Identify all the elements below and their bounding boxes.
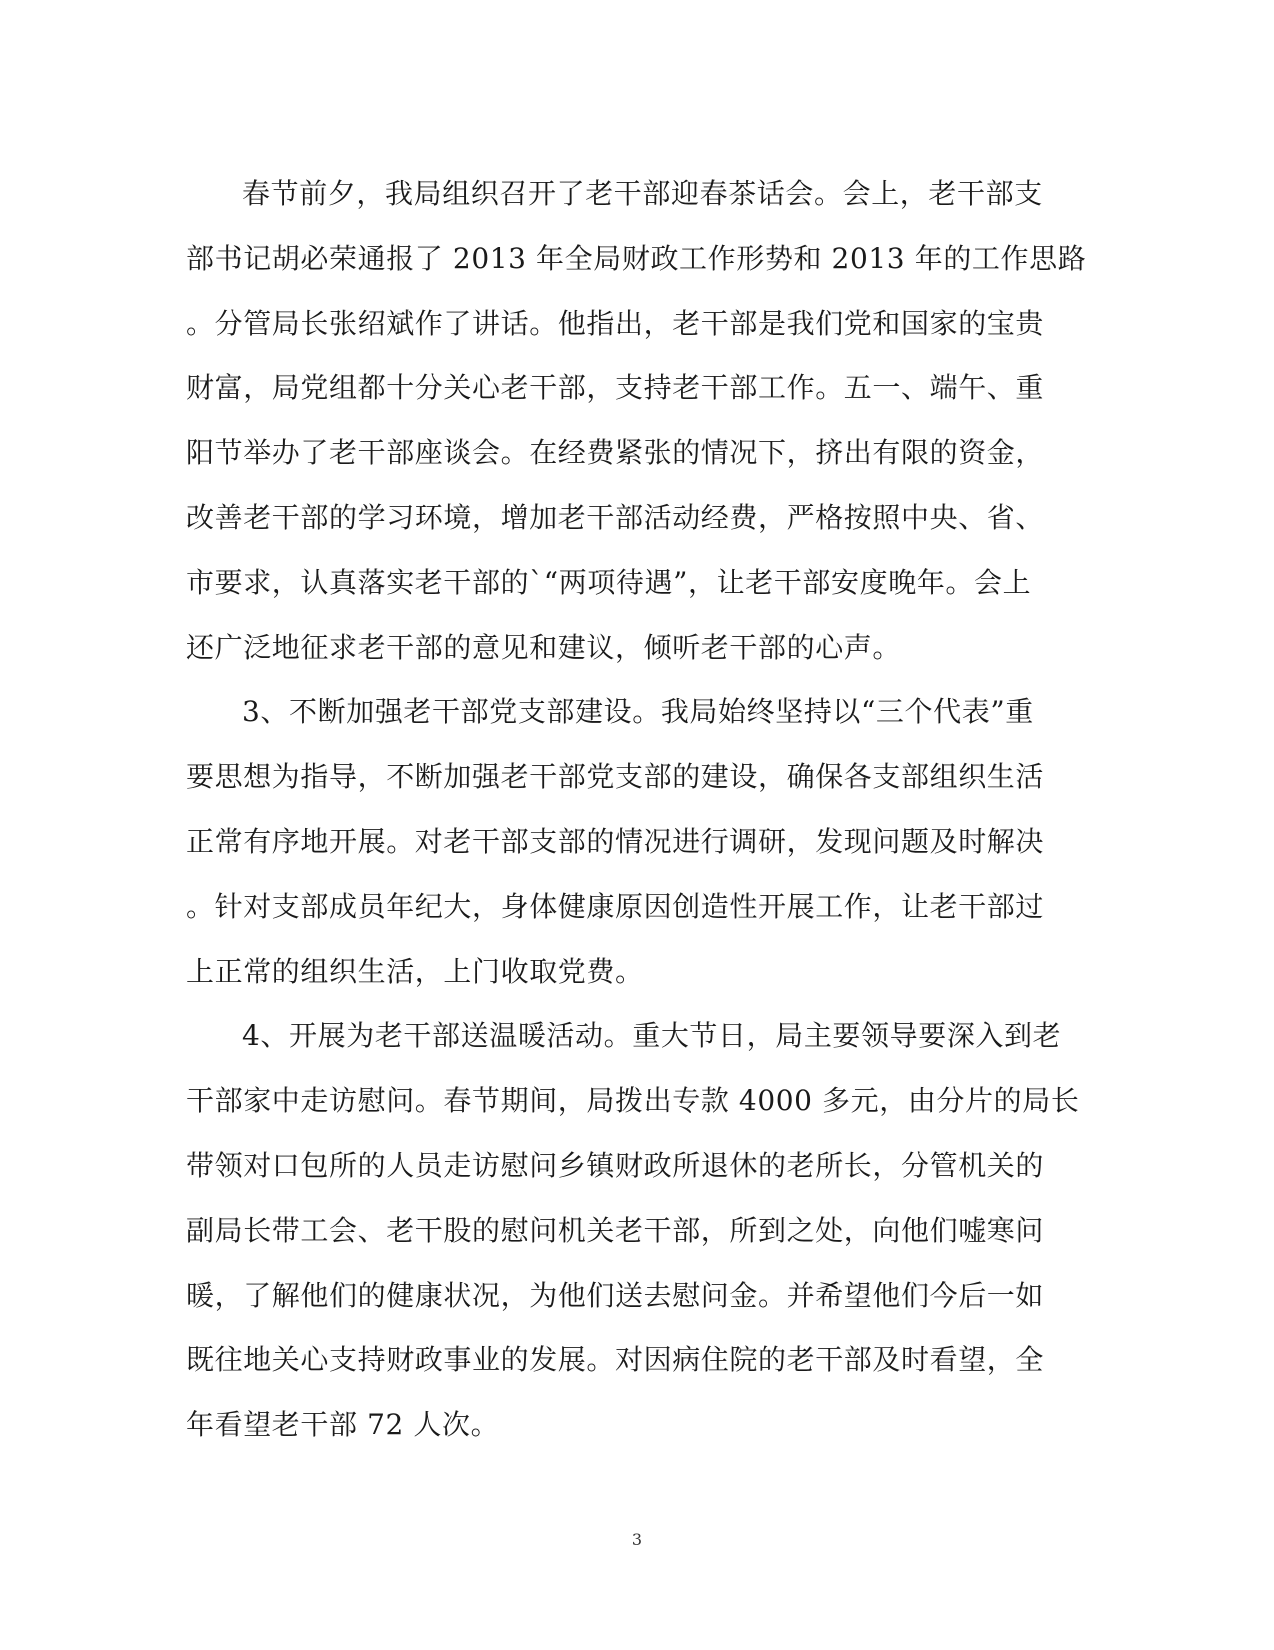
paragraph-line: 。分管局长张绍斌作了讲话。他指出，老干部是我们党和国家的宝贵 (186, 306, 1045, 340)
paragraph-line: 改善老干部的学习环境，增加老干部活动经费，严格按照中央、省、 (186, 500, 1045, 534)
paragraph-line: 带领对口包所的人员走访慰问乡镇财政所退休的老所长，分管机关的 (186, 1148, 1045, 1182)
paragraph-line: 财富，局党组都十分关心老干部，支持老干部工作。五一、端午、重 (186, 371, 1045, 405)
paragraph-line: 干部家中走访慰问。春节期间，局拨出专款 4000 多元，由分片的局长 (186, 1084, 1080, 1118)
paragraph-line: 4、开展为老干部送温暖活动。重大节日，局主要领导要深入到老 (242, 1019, 1062, 1053)
paragraph-line: 阳节举办了老干部座谈会。在经费紧张的情况下，挤出有限的资金， (186, 436, 1045, 470)
paragraph-line: 副局长带工会、老干股的慰问机关老干部，所到之处，向他们嘘寒问 (186, 1213, 1045, 1247)
paragraph-line: 市要求，认真落实老干部的`“两项待遇”，让老干部安度晚年。会上 (186, 565, 1032, 599)
paragraph-line: 3、不断加强老干部党支部建设。我局始终坚持以“三个代表”重 (242, 695, 1034, 729)
paragraph-line: 要思想为指导，不断加强老干部党支部的建设，确保各支部组织生活 (186, 760, 1045, 794)
body-text (186, 162, 1087, 1458)
paragraph-line: 暖，了解他们的健康状况，为他们送去慰问金。并希望他们今后一如 (186, 1278, 1045, 1312)
paragraph-line: 正常有序地开展。对老干部支部的情况进行调研，发现问题及时解决 (186, 824, 1045, 858)
paragraph-line: 春节前夕，我局组织召开了老干部迎春茶话会。会上，老干部支 (242, 177, 1043, 210)
paragraph-line: 上正常的组织生活，上门收取党费。 (186, 954, 644, 988)
page-number: 3 (631, 1530, 643, 1549)
paragraph-line: 年看望老干部 72 人次。 (186, 1408, 500, 1442)
paragraph-line: 部书记胡必荣通报了 2013 年全局财政工作形势和 2013 年的工作思路 (186, 241, 1087, 275)
paragraph-line: 既往地关心支持财政事业的发展。对因病住院的老干部及时看望，全 (186, 1343, 1045, 1377)
paragraph-line: 还广泛地征求老干部的意见和建议，倾听老干部的心声。 (186, 630, 902, 664)
paragraph-line: 。针对支部成员年纪大，身体健康原因创造性开展工作，让老干部过 (186, 889, 1045, 923)
